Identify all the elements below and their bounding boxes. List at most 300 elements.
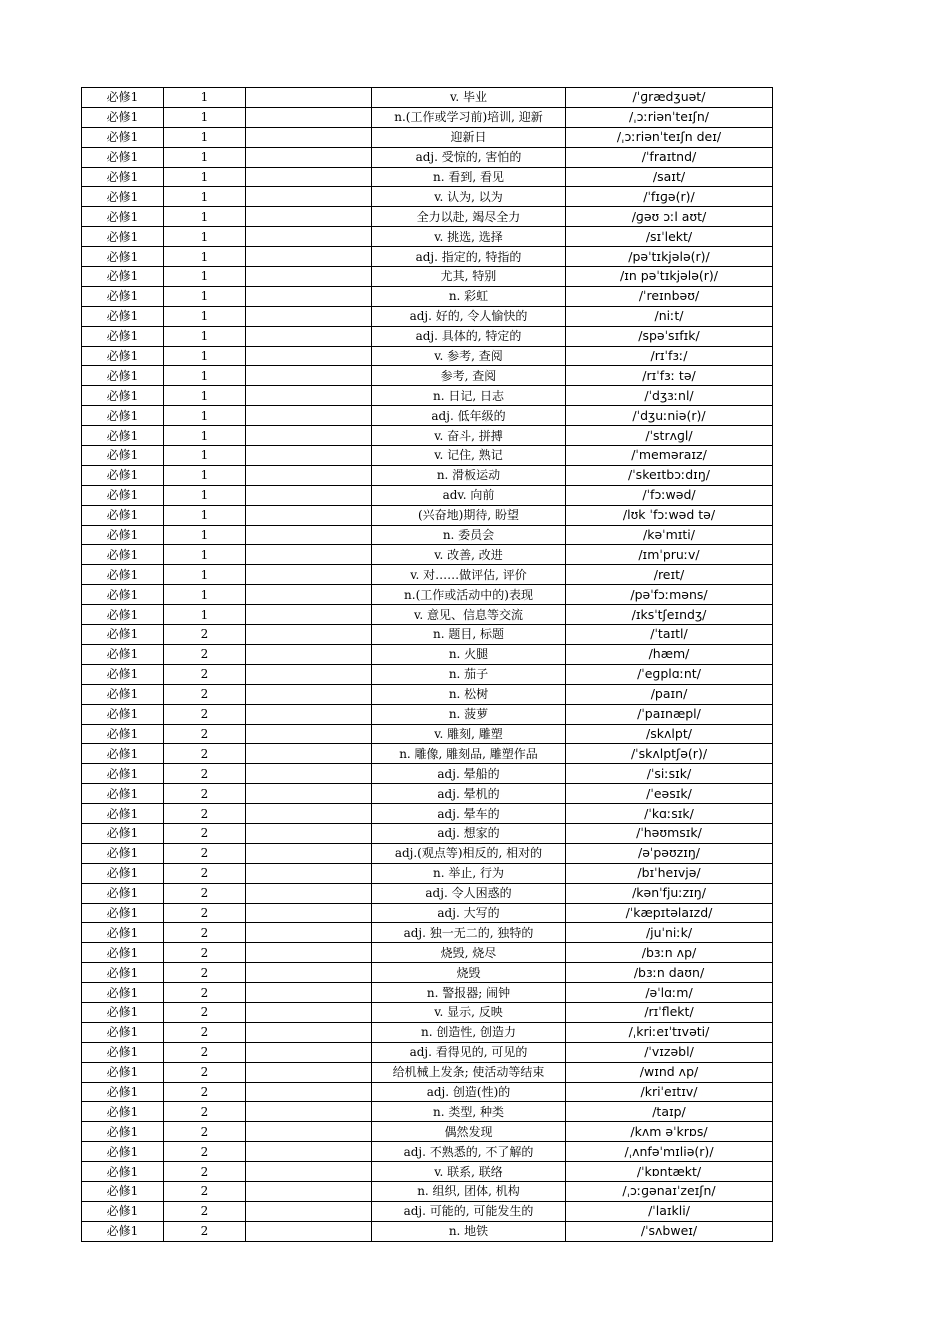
phonetic-cell[interactable]: /ˈreɪnbəʊ/ <box>566 286 773 306</box>
word-cell[interactable] <box>246 943 372 963</box>
word-cell[interactable] <box>246 167 372 187</box>
word-cell[interactable] <box>246 147 372 167</box>
meaning-cell[interactable]: n. 火腿 <box>372 644 566 664</box>
unit-cell[interactable]: 1 <box>164 426 246 446</box>
meaning-cell[interactable]: 迎新日 <box>372 127 566 147</box>
meaning-cell[interactable]: v. 意见、信息等交流 <box>372 605 566 625</box>
meaning-cell[interactable]: n.(工作或学习前)培训, 迎新 <box>372 107 566 127</box>
phonetic-cell[interactable]: /niːt/ <box>566 306 773 326</box>
meaning-cell[interactable]: adj. 晕车的 <box>372 804 566 824</box>
book-cell[interactable]: 必修1 <box>82 346 164 366</box>
book-cell[interactable]: 必修1 <box>82 286 164 306</box>
table-row <box>82 764 773 784</box>
word-cell[interactable] <box>246 545 372 565</box>
word-cell[interactable] <box>246 983 372 1003</box>
book-cell[interactable]: 必修1 <box>82 147 164 167</box>
word-cell[interactable] <box>246 386 372 406</box>
book-cell[interactable]: 必修1 <box>82 88 164 108</box>
unit-cell[interactable]: 2 <box>164 943 246 963</box>
book-cell[interactable]: 必修1 <box>82 207 164 227</box>
word-cell[interactable] <box>246 1062 372 1082</box>
table-row <box>82 804 773 824</box>
meaning-cell[interactable]: n. 警报器; 闹钟 <box>372 983 566 1003</box>
book-cell[interactable]: 必修1 <box>82 644 164 664</box>
phonetic-cell[interactable]: /spəˈsɪfɪk/ <box>566 326 773 346</box>
phonetic-cell[interactable]: /ˈeəsɪk/ <box>566 784 773 804</box>
meaning-cell[interactable]: n. 松树 <box>372 684 566 704</box>
unit-cell[interactable]: 1 <box>164 465 246 485</box>
unit-cell[interactable]: 1 <box>164 585 246 605</box>
table-row <box>82 227 773 247</box>
unit-cell[interactable]: 2 <box>164 684 246 704</box>
word-cell[interactable] <box>246 1102 372 1122</box>
meaning-cell[interactable]: (兴奋地)期待, 盼望 <box>372 505 566 525</box>
book-cell[interactable]: 必修1 <box>82 764 164 784</box>
unit-cell[interactable]: 1 <box>164 147 246 167</box>
unit-cell[interactable]: 2 <box>164 1082 246 1102</box>
meaning-cell[interactable]: 烧毁, 烧尽 <box>372 943 566 963</box>
book-cell[interactable]: 必修1 <box>82 684 164 704</box>
phonetic-cell[interactable]: /ˈpaɪnæpl/ <box>566 704 773 724</box>
phonetic-cell[interactable]: /reɪt/ <box>566 565 773 585</box>
word-cell[interactable] <box>246 306 372 326</box>
phonetic-cell[interactable]: /ˈstrʌɡl/ <box>566 426 773 446</box>
meaning-cell[interactable]: n. 看到, 看见 <box>372 167 566 187</box>
phonetic-cell[interactable]: /wɪnd ʌp/ <box>566 1062 773 1082</box>
book-cell[interactable]: 必修1 <box>82 446 164 466</box>
phonetic-cell[interactable]: /pəˈtɪkjələ(r)/ <box>566 247 773 267</box>
word-cell[interactable] <box>246 366 372 386</box>
word-cell[interactable] <box>246 883 372 903</box>
meaning-cell[interactable]: adj. 不熟悉的, 不了解的 <box>372 1142 566 1162</box>
word-cell[interactable] <box>246 406 372 426</box>
unit-cell[interactable]: 1 <box>164 565 246 585</box>
unit-cell[interactable]: 2 <box>164 625 246 645</box>
unit-cell[interactable]: 1 <box>164 267 246 287</box>
meaning-cell[interactable]: n. 日记, 日志 <box>372 386 566 406</box>
book-cell[interactable]: 必修1 <box>82 784 164 804</box>
book-cell[interactable]: 必修1 <box>82 187 164 207</box>
phonetic-cell[interactable]: /ˈsʌbweɪ/ <box>566 1221 773 1241</box>
word-cell[interactable] <box>246 684 372 704</box>
word-cell[interactable] <box>246 1162 372 1182</box>
word-cell[interactable] <box>246 247 372 267</box>
phonetic-cell[interactable]: /ˌɔːriənˈteɪʃn deɪ/ <box>566 127 773 147</box>
word-cell[interactable] <box>246 823 372 843</box>
phonetic-cell[interactable]: /ɪmˈpruːv/ <box>566 545 773 565</box>
word-cell[interactable] <box>246 644 372 664</box>
phonetic-cell[interactable]: /ˈhəʊmsɪk/ <box>566 823 773 843</box>
unit-cell[interactable]: 1 <box>164 306 246 326</box>
meaning-cell[interactable]: adj. 独一无二的, 独特的 <box>372 923 566 943</box>
meaning-cell[interactable]: n. 题目, 标题 <box>372 625 566 645</box>
meaning-cell[interactable]: v. 奋斗, 拼搏 <box>372 426 566 446</box>
unit-cell[interactable]: 2 <box>164 764 246 784</box>
word-cell[interactable] <box>246 1022 372 1042</box>
unit-cell[interactable]: 2 <box>164 1122 246 1142</box>
book-cell[interactable]: 必修1 <box>82 724 164 744</box>
phonetic-cell[interactable]: /kəˈmɪti/ <box>566 525 773 545</box>
unit-cell[interactable]: 2 <box>164 1181 246 1201</box>
meaning-cell[interactable]: v. 认为, 以为 <box>372 187 566 207</box>
meaning-cell[interactable]: n. 地铁 <box>372 1221 566 1241</box>
book-cell[interactable]: 必修1 <box>82 1102 164 1122</box>
book-cell[interactable]: 必修1 <box>82 1022 164 1042</box>
book-cell[interactable]: 必修1 <box>82 267 164 287</box>
meaning-cell[interactable]: adj. 晕机的 <box>372 784 566 804</box>
word-cell[interactable] <box>246 485 372 505</box>
meaning-cell[interactable]: 参考, 查阅 <box>372 366 566 386</box>
unit-cell[interactable]: 2 <box>164 1162 246 1182</box>
unit-cell[interactable]: 2 <box>164 963 246 983</box>
book-cell[interactable]: 必修1 <box>82 1221 164 1241</box>
meaning-cell[interactable]: n. 举止, 行为 <box>372 863 566 883</box>
unit-cell[interactable]: 2 <box>164 903 246 923</box>
phonetic-cell[interactable]: /taɪp/ <box>566 1102 773 1122</box>
unit-cell[interactable]: 2 <box>164 1102 246 1122</box>
phonetic-cell[interactable]: /kʌm əˈkrɒs/ <box>566 1122 773 1142</box>
word-cell[interactable] <box>246 88 372 108</box>
word-cell[interactable] <box>246 565 372 585</box>
book-cell[interactable]: 必修1 <box>82 406 164 426</box>
unit-cell[interactable]: 1 <box>164 227 246 247</box>
word-cell[interactable] <box>246 804 372 824</box>
meaning-cell[interactable]: n. 雕像, 雕刻品, 雕塑作品 <box>372 744 566 764</box>
word-cell[interactable] <box>246 525 372 545</box>
book-cell[interactable]: 必修1 <box>82 1142 164 1162</box>
unit-cell[interactable]: 2 <box>164 863 246 883</box>
word-cell[interactable] <box>246 505 372 525</box>
unit-cell[interactable]: 2 <box>164 843 246 863</box>
book-cell[interactable]: 必修1 <box>82 585 164 605</box>
unit-cell[interactable]: 2 <box>164 804 246 824</box>
table-row <box>82 1181 773 1201</box>
book-cell[interactable]: 必修1 <box>82 1002 164 1022</box>
table-row <box>82 306 773 326</box>
book-cell[interactable]: 必修1 <box>82 983 164 1003</box>
unit-cell[interactable]: 2 <box>164 823 246 843</box>
meaning-cell[interactable]: adj. 令人困惑的 <box>372 883 566 903</box>
word-cell[interactable] <box>246 286 372 306</box>
phonetic-cell[interactable]: /paɪn/ <box>566 684 773 704</box>
table-row <box>82 247 773 267</box>
book-cell[interactable]: 必修1 <box>82 1042 164 1062</box>
book-cell[interactable]: 必修1 <box>82 923 164 943</box>
unit-cell[interactable]: 1 <box>164 207 246 227</box>
word-cell[interactable] <box>246 187 372 207</box>
word-cell[interactable] <box>246 127 372 147</box>
book-cell[interactable]: 必修1 <box>82 823 164 843</box>
word-cell[interactable] <box>246 1042 372 1062</box>
word-cell[interactable] <box>246 585 372 605</box>
word-cell[interactable] <box>246 1122 372 1142</box>
unit-cell[interactable]: 1 <box>164 247 246 267</box>
unit-cell[interactable]: 2 <box>164 724 246 744</box>
unit-cell[interactable]: 2 <box>164 744 246 764</box>
book-cell[interactable]: 必修1 <box>82 744 164 764</box>
phonetic-cell[interactable]: /bɜːn ʌp/ <box>566 943 773 963</box>
book-cell[interactable]: 必修1 <box>82 943 164 963</box>
word-cell[interactable] <box>246 863 372 883</box>
phonetic-cell[interactable]: /bɜːn daʊn/ <box>566 963 773 983</box>
word-cell[interactable] <box>246 605 372 625</box>
table-row <box>82 386 773 406</box>
word-cell[interactable] <box>246 764 372 784</box>
phonetic-cell[interactable]: /ɪn pəˈtɪkjələ(r)/ <box>566 267 773 287</box>
word-cell[interactable] <box>246 227 372 247</box>
unit-cell[interactable]: 1 <box>164 127 246 147</box>
book-cell[interactable]: 必修1 <box>82 485 164 505</box>
word-cell[interactable] <box>246 426 372 446</box>
unit-cell[interactable]: 1 <box>164 605 246 625</box>
meaning-cell[interactable]: v. 雕刻, 雕塑 <box>372 724 566 744</box>
unit-cell[interactable]: 1 <box>164 107 246 127</box>
phonetic-cell[interactable]: /ˈfɔːwəd/ <box>566 485 773 505</box>
book-cell[interactable]: 必修1 <box>82 704 164 724</box>
unit-cell[interactable]: 2 <box>164 883 246 903</box>
phonetic-cell[interactable]: /ˌkriːeɪˈtɪvəti/ <box>566 1022 773 1042</box>
book-cell[interactable]: 必修1 <box>82 545 164 565</box>
unit-cell[interactable]: 2 <box>164 1221 246 1241</box>
word-cell[interactable] <box>246 784 372 804</box>
meaning-cell[interactable]: n. 彩虹 <box>372 286 566 306</box>
meaning-cell[interactable]: adj. 可能的, 可能发生的 <box>372 1201 566 1221</box>
meaning-cell[interactable]: adv. 向前 <box>372 485 566 505</box>
phonetic-cell[interactable]: /juˈniːk/ <box>566 923 773 943</box>
unit-cell[interactable]: 2 <box>164 1042 246 1062</box>
word-cell[interactable] <box>246 1082 372 1102</box>
phonetic-cell[interactable]: /skʌlpt/ <box>566 724 773 744</box>
phonetic-cell[interactable]: /lʊk ˈfɔːwəd tə/ <box>566 505 773 525</box>
unit-cell[interactable]: 1 <box>164 326 246 346</box>
phonetic-cell[interactable]: /bɪˈheɪvjə/ <box>566 863 773 883</box>
meaning-cell[interactable]: n.(工作或活动中的)表现 <box>372 585 566 605</box>
word-cell[interactable] <box>246 1142 372 1162</box>
meaning-cell[interactable]: adj. 大写的 <box>372 903 566 923</box>
unit-cell[interactable]: 2 <box>164 784 246 804</box>
table-row <box>82 88 773 108</box>
phonetic-cell[interactable]: /ˈdʒuːniə(r)/ <box>566 406 773 426</box>
book-cell[interactable]: 必修1 <box>82 505 164 525</box>
meaning-cell[interactable]: v. 参考, 查阅 <box>372 346 566 366</box>
phonetic-cell[interactable]: /rɪˈfɜː/ <box>566 346 773 366</box>
book-cell[interactable]: 必修1 <box>82 525 164 545</box>
phonetic-cell[interactable]: /ˌʌnfəˈmɪliə(r)/ <box>566 1142 773 1162</box>
phonetic-cell[interactable]: /ˈkɒntækt/ <box>566 1162 773 1182</box>
meaning-cell[interactable]: 给机械上发条; 使活动等结束 <box>372 1062 566 1082</box>
book-cell[interactable]: 必修1 <box>82 247 164 267</box>
book-cell[interactable]: 必修1 <box>82 127 164 147</box>
meaning-cell[interactable]: n. 茄子 <box>372 664 566 684</box>
phonetic-cell[interactable]: /ˈeɡplɑːnt/ <box>566 664 773 684</box>
meaning-cell[interactable]: adj. 看得见的, 可见的 <box>372 1042 566 1062</box>
phonetic-cell[interactable]: /hæm/ <box>566 644 773 664</box>
phonetic-cell[interactable]: /ˈfɪɡə(r)/ <box>566 187 773 207</box>
phonetic-cell[interactable]: /ˈskeɪtbɔːdɪŋ/ <box>566 465 773 485</box>
meaning-cell[interactable]: v. 记住, 熟记 <box>372 446 566 466</box>
book-cell[interactable]: 必修1 <box>82 426 164 446</box>
phonetic-cell[interactable]: /əˈpəʊzɪŋ/ <box>566 843 773 863</box>
book-cell[interactable]: 必修1 <box>82 664 164 684</box>
unit-cell[interactable]: 2 <box>164 983 246 1003</box>
meaning-cell[interactable]: adj. 想家的 <box>372 823 566 843</box>
unit-cell[interactable]: 2 <box>164 1022 246 1042</box>
book-cell[interactable]: 必修1 <box>82 326 164 346</box>
phonetic-cell[interactable]: /ˌɔːɡənaɪˈzeɪʃn/ <box>566 1181 773 1201</box>
meaning-cell[interactable]: n. 菠萝 <box>372 704 566 724</box>
unit-cell[interactable]: 2 <box>164 1062 246 1082</box>
word-cell[interactable] <box>246 465 372 485</box>
phonetic-cell[interactable]: /ˌɔːriənˈteɪʃn/ <box>566 107 773 127</box>
unit-cell[interactable]: 2 <box>164 1002 246 1022</box>
word-cell[interactable] <box>246 326 372 346</box>
word-cell[interactable] <box>246 923 372 943</box>
phonetic-cell[interactable]: /kənˈfjuːzɪŋ/ <box>566 883 773 903</box>
word-cell[interactable] <box>246 1181 372 1201</box>
word-cell[interactable] <box>246 724 372 744</box>
phonetic-cell[interactable]: /ˈfraɪtnd/ <box>566 147 773 167</box>
book-cell[interactable]: 必修1 <box>82 863 164 883</box>
phonetic-cell[interactable]: /ɡəʊ ɔːl aʊt/ <box>566 207 773 227</box>
phonetic-cell[interactable]: /ˈlaɪkli/ <box>566 1201 773 1221</box>
meaning-cell[interactable]: 偶然发现 <box>372 1122 566 1142</box>
book-cell[interactable]: 必修1 <box>82 605 164 625</box>
phonetic-cell[interactable]: /kriˈeɪtɪv/ <box>566 1082 773 1102</box>
meaning-cell[interactable]: v. 显示, 反映 <box>372 1002 566 1022</box>
meaning-cell[interactable]: n. 类型, 种类 <box>372 1102 566 1122</box>
book-cell[interactable]: 必修1 <box>82 227 164 247</box>
meaning-cell[interactable]: n. 委员会 <box>372 525 566 545</box>
meaning-cell[interactable]: adj. 创造(性)的 <box>372 1082 566 1102</box>
phonetic-cell[interactable]: /rɪˈfɜː tə/ <box>566 366 773 386</box>
meaning-cell[interactable]: 烧毁 <box>372 963 566 983</box>
meaning-cell[interactable]: v. 毕业 <box>372 88 566 108</box>
book-cell[interactable]: 必修1 <box>82 306 164 326</box>
phonetic-cell[interactable]: /saɪt/ <box>566 167 773 187</box>
unit-cell[interactable]: 2 <box>164 704 246 724</box>
word-cell[interactable] <box>246 1002 372 1022</box>
unit-cell[interactable]: 2 <box>164 664 246 684</box>
meaning-cell[interactable]: n. 滑板运动 <box>372 465 566 485</box>
unit-cell[interactable]: 2 <box>164 1201 246 1221</box>
phonetic-cell[interactable]: /sɪˈlekt/ <box>566 227 773 247</box>
word-cell[interactable] <box>246 625 372 645</box>
book-cell[interactable]: 必修1 <box>82 903 164 923</box>
meaning-cell[interactable]: adj. 具体的, 特定的 <box>372 326 566 346</box>
meaning-cell[interactable]: n. 创造性, 创造力 <box>372 1022 566 1042</box>
phonetic-cell[interactable]: /rɪˈflekt/ <box>566 1002 773 1022</box>
word-cell[interactable] <box>246 1221 372 1241</box>
book-cell[interactable]: 必修1 <box>82 1201 164 1221</box>
meaning-cell[interactable]: v. 改善, 改进 <box>372 545 566 565</box>
book-cell[interactable]: 必修1 <box>82 883 164 903</box>
phonetic-cell[interactable]: /ˈkɑːsɪk/ <box>566 804 773 824</box>
unit-cell[interactable]: 1 <box>164 286 246 306</box>
word-cell[interactable] <box>246 903 372 923</box>
book-cell[interactable]: 必修1 <box>82 1181 164 1201</box>
unit-cell[interactable]: 1 <box>164 505 246 525</box>
meaning-cell[interactable]: 尤其, 特别 <box>372 267 566 287</box>
word-cell[interactable] <box>246 267 372 287</box>
unit-cell[interactable]: 2 <box>164 644 246 664</box>
phonetic-cell[interactable]: /ˈɡrædʒuət/ <box>566 88 773 108</box>
word-cell[interactable] <box>246 843 372 863</box>
book-cell[interactable]: 必修1 <box>82 386 164 406</box>
unit-cell[interactable]: 2 <box>164 1142 246 1162</box>
book-cell[interactable]: 必修1 <box>82 167 164 187</box>
word-cell[interactable] <box>246 446 372 466</box>
book-cell[interactable]: 必修1 <box>82 107 164 127</box>
book-cell[interactable]: 必修1 <box>82 1122 164 1142</box>
phonetic-cell[interactable]: /əˈlɑːm/ <box>566 983 773 1003</box>
phonetic-cell[interactable]: /ˈkæpɪtəlaɪzd/ <box>566 903 773 923</box>
phonetic-cell[interactable]: /ˈvɪzəbl/ <box>566 1042 773 1062</box>
meaning-cell[interactable]: n. 组织, 团体, 机构 <box>372 1181 566 1201</box>
book-cell[interactable]: 必修1 <box>82 1162 164 1182</box>
book-cell[interactable]: 必修1 <box>82 465 164 485</box>
unit-cell[interactable]: 1 <box>164 167 246 187</box>
unit-cell[interactable]: 2 <box>164 923 246 943</box>
meaning-cell[interactable]: adj. 低年级的 <box>372 406 566 426</box>
word-cell[interactable] <box>246 704 372 724</box>
book-cell[interactable]: 必修1 <box>82 625 164 645</box>
phonetic-cell[interactable]: /ˈskʌlptʃə(r)/ <box>566 744 773 764</box>
meaning-cell[interactable]: v. 联系, 联络 <box>372 1162 566 1182</box>
table-row <box>82 963 773 983</box>
word-cell[interactable] <box>246 744 372 764</box>
word-cell[interactable] <box>246 664 372 684</box>
table-row <box>82 1082 773 1102</box>
unit-cell[interactable]: 1 <box>164 346 246 366</box>
book-cell[interactable]: 必修1 <box>82 1082 164 1102</box>
meaning-cell[interactable]: 全力以赴, 竭尽全力 <box>372 207 566 227</box>
book-cell[interactable]: 必修1 <box>82 366 164 386</box>
meaning-cell[interactable]: adj. 好的, 令人愉快的 <box>372 306 566 326</box>
unit-cell[interactable]: 1 <box>164 366 246 386</box>
unit-cell[interactable]: 1 <box>164 386 246 406</box>
unit-cell[interactable]: 1 <box>164 485 246 505</box>
word-cell[interactable] <box>246 207 372 227</box>
unit-cell[interactable]: 1 <box>164 545 246 565</box>
book-cell[interactable]: 必修1 <box>82 804 164 824</box>
book-cell[interactable]: 必修1 <box>82 843 164 863</box>
word-cell[interactable] <box>246 963 372 983</box>
meaning-cell[interactable]: adj. 晕船的 <box>372 764 566 784</box>
word-cell[interactable] <box>246 107 372 127</box>
book-cell[interactable]: 必修1 <box>82 565 164 585</box>
word-cell[interactable] <box>246 346 372 366</box>
word-cell[interactable] <box>246 1201 372 1221</box>
unit-cell[interactable]: 1 <box>164 187 246 207</box>
phonetic-cell[interactable]: /ɪksˈtʃeɪndʒ/ <box>566 605 773 625</box>
phonetic-cell[interactable]: /ˈdʒɜːnl/ <box>566 386 773 406</box>
book-cell[interactable]: 必修1 <box>82 963 164 983</box>
meaning-cell[interactable]: adj. 指定的, 特指的 <box>372 247 566 267</box>
unit-cell[interactable]: 1 <box>164 525 246 545</box>
phonetic-cell[interactable]: /ˈtaɪtl/ <box>566 625 773 645</box>
book-cell[interactable]: 必修1 <box>82 1062 164 1082</box>
unit-cell[interactable]: 1 <box>164 88 246 108</box>
meaning-cell[interactable]: v. 对……做评估, 评价 <box>372 565 566 585</box>
meaning-cell[interactable]: adj. 受惊的, 害怕的 <box>372 147 566 167</box>
unit-cell[interactable]: 1 <box>164 406 246 426</box>
phonetic-cell[interactable]: /pəˈfɔːməns/ <box>566 585 773 605</box>
phonetic-cell[interactable]: /ˈsiːsɪk/ <box>566 764 773 784</box>
unit-cell[interactable]: 1 <box>164 446 246 466</box>
meaning-cell[interactable]: adj.(观点等)相反的, 相对的 <box>372 843 566 863</box>
meaning-cell[interactable]: v. 挑选, 选择 <box>372 227 566 247</box>
phonetic-cell[interactable]: /ˈmeməraɪz/ <box>566 446 773 466</box>
